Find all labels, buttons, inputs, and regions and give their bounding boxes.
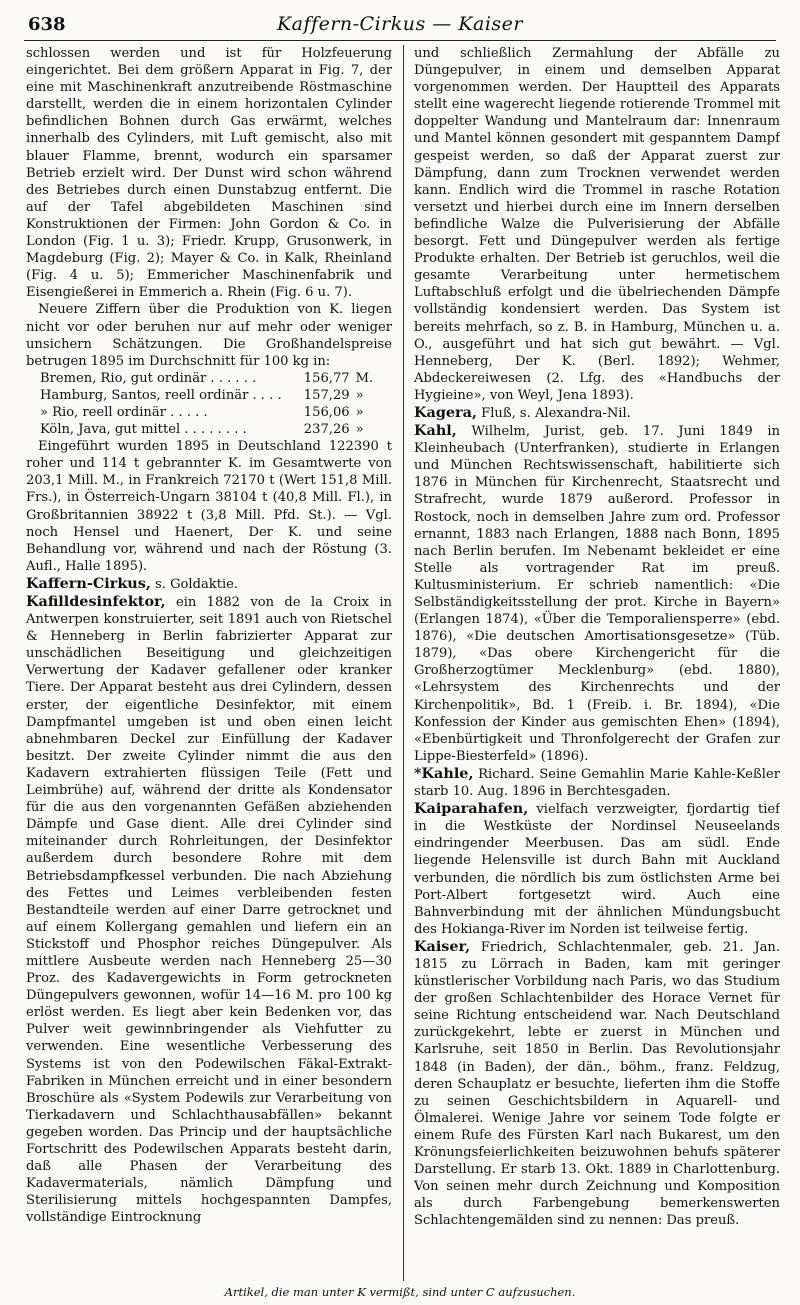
price-label: Hamburg, Santos, reell ordinär . . . .	[40, 387, 282, 403]
price-unit: »	[355, 404, 364, 420]
paragraph: Eingeführt wurden 1895 in Deutschland 122390 t roher und 114 t gebrannter K. im Gesamtwerte von 203,1 Mill. M., in Frankreich 72170 t (Wert 151,8 Mill. Frs.), in Österreich-Ungarn 38104 t (40,8 Mill. Fl.), in Großbritannien 38922 t (3,8 Mill. Pfd. St.). — Vgl. noch Hensel und Haenert, Der K. und seine Behandlung vor, während und nach der Röstung (3. Aufl., Halle 1895).	[26, 439, 392, 574]
price-label: Bremen, Rio, gut ordinär . . . . . .	[40, 370, 257, 386]
entry-text: Wilhelm, Jurist, geb. 17. Juni 1849 in Kleinheubach (Unterfranken), studierte in Erlangen und München Rechtswissenschaft, habilitierte sich 1876 in München für Kirchenrecht, Staatsrecht und Strafrecht, wurde 1879 außerord. Professor in Rostock, noch in demselben Jahre zum ord. Professor ernannt, 1883 nach Erlangen, 1888 nach Bonn, 1895 nach Berlin berufen. Im Nebenamt bekleidet er eine Stelle als vortragender Rat im preuß. Kultusministerium. Er schrieb namentlich: «Die Selbständigkeitsstellung der prot. Kirche in Bayern» (Erlangen 1874), «Über die Temporaliensperre» (ebd. 1876), «Die deutschen Amortisationsgesetze» (Tüb. 1879), «Das obere Kirchengericht für die Großherzogtümer Mecklenburg» (ebd. 1880), «Lehrsystem des Kirchenrechts und der Kirchenpolitik», Bd. 1 (Freib. i. Br. 1894), «Die Konfession der Kinder aus gemischten Ehen» (1894), «Ebenbürtigkeit und Thronfolgerecht der Grafen zur Lippe-Biesterfeld» (1896).	[414, 424, 780, 764]
entry-kahle	[414, 765, 780, 800]
entry-kaiparahafen	[414, 800, 780, 938]
paragraph: schlossen werden und ist für Holzfeuerung eingerichtet. Bei dem größern Apparat in Fig. 7, der eine mit Maschinenkraft anzutreibende Röstmaschine darstellt, werden die in einem horizontalen Cylinder befindlichen Bohnen durch Gas erwärmt, welches innerhalb des Cylinders, mit Luft gemischt, also mit blauer Flamme, brennt, wodurch ein sparsamer Betrieb erzielt wird. Der Dunst wird schon während des Betriebes durch einen Dunstabzug entfernt. Die auf der Tafel abgebildeten Maschinen sind Konstruktionen der Firmen: John Gordon & Co. in London (Fig. 1 u. 3); Friedr. Krupp, Grusonwerk, in Magdeburg (Fig. 2); Mayer & Co. in Kalk, Rheinland (Fig. 4 u. 5); Emmericher Maschinenfabrik und Eisengießerei in Emmerich a. Rhein (Fig. 6 u. 7).	[26, 46, 392, 301]
entry-text: Friedrich, Schlachtenmaler, geb. 21. Jan. 1815 zu Lörrach in Baden, kam mit geringer künstlerischer Vorbildung nach Paris, wo das Studium der großen Schlachtenbilder des Horace Vernet für seine Richtung entscheidend war. Nach Deutschland zurückgekehrt, lebte er zuerst in München und Karlsruhe, seit 1850 in Berlin. Das Revolutionsjahr 1848 (in Baden), der dän., böhm., franz. Feldzug, deren Schauplatz er besuchte, lieferten ihm die Stoffe zu seinen Geschichtsbildern in Aquarell- und Ölmalerei. Wenige Jahre vor seinem Tode folgte er einem Rufe des Fürsten Karl nach Bukarest, um den Krönungsfeierlichkeiten beizuwohnen behufs späterer Darstellung. Er starb 13. Okt. 1889 in Charlottenburg. Von seinen mehr durch Zeichnung und Komposition als durch Farbengebung bemerkenswerten Schlachtengemälden sind zu nennen: Das preuß.	[414, 939, 780, 1229]
entry-text: vielfach verzweigter, fjordartig tief in die Westküste der Nordinsel Neuseelands eindringender Meerbusen. Das am südl. Ende liegende Helensville ist durch Bahn mit Auckland verbunden, die nördlich bis zum östlichsten Arme bei Port-Albert fortgesetzt wird. Auch eine Bahnverbindung mit der ähnlichen Mündungsbucht des Hokianga-River im Norden ist teilweise fertig.	[414, 802, 780, 937]
headword: *Kahle,	[414, 764, 474, 782]
price-value: 237,26	[303, 422, 350, 438]
paragraph: Neuere Ziffern über die Produktion von K. liegen nicht vor oder beruhen nur auf mehr oder weniger unsichern Schätzungen. Die Großhandelspreise betrugen 1895 im Durchschnitt für 100 kg in:	[26, 302, 392, 369]
text-columns	[26, 45, 780, 1285]
headword: Kafilldesinfektor,	[26, 593, 166, 610]
price-value: 156,06	[303, 404, 350, 420]
left-column	[26, 45, 392, 1281]
entry-kafilldesinfektor	[26, 593, 392, 1226]
headword: Kaiparahafen,	[414, 800, 529, 818]
paragraph: und schließlich Zermahlung der Abfälle zu Düngepulver, in einem und demselben Apparat vorgenommen werden. Der Hauptteil des Apparats stellt eine wagerecht liegende rotierende Trommel mit doppelter Wandung und Mantelraum dar: Innenraum und Mantel können gesondert mit gespanntem Dampf gespeist werden, so daß der Apparat zuerst zur Dämpfung, dann zum Trocknen verwendet werden kann. Endlich wird die Trommel in rasche Rotation versetzt und hierbei durch eine im Innern derselben befindliche Walze die Pulverisierung der Abfälle besorgt. Fett und Düngepulver werden als fertige Produkte erhalten. Der Betrieb ist geruchlos, weil die gesamte Verarbeitung unter hermetischem Luftabschluß erfolgt und die übelriechenden Dämpfe vollständig kondensiert werden. Das System ist bereits mehrfach, so z. B. in Hamburg, München u. a. O., ausgeführt und hat sich gut bewährt. — Vgl. Henneberg, Der K. (Berl. 1892); Wehmer, Abdeckereiwesen (2. Lfg. des «Handbuchs der Hygieine», von Weyl, Jena 1893).	[414, 46, 780, 403]
headword: Kagera,	[414, 403, 477, 421]
price-unit: M.	[355, 370, 374, 386]
page-header	[24, 10, 776, 41]
price-unit: »	[355, 387, 364, 403]
entry-text: s. Goldaktie.	[150, 576, 239, 592]
entry-kahl	[414, 422, 780, 765]
entry-kaffern-cirkus	[26, 575, 392, 593]
price-row	[40, 370, 386, 387]
headword: Kaiser,	[414, 937, 471, 955]
entry-text: Richard. Seine Gemahlin Marie Kahle-Keßler starb 10. Aug. 1896 in Berchtesgaden.	[414, 766, 780, 800]
price-value: 156,77	[303, 370, 350, 386]
entry-text: Fluß, s. Alexandra-Nil.	[476, 405, 631, 421]
price-label: » Rio, reell ordinär . . . . .	[40, 404, 208, 420]
right-column	[414, 45, 780, 1281]
page-footer: Artikel, die man unter K vermißt, sind unter C aufzusuchen.	[224, 1285, 576, 1299]
entry-kagera	[414, 404, 780, 422]
price-value: 157,29	[303, 387, 350, 403]
entry-text: ein 1882 von de la Croix in Antwerpen konstruierter, seit 1891 auch von Rietschel & Henneberg in Berlin fabrizierter Apparat zur unschädlichen Beseitigung und gleichzeitigen Verwertung der Kadaver gefallener oder kranker Tiere. Der Apparat besteht aus drei Cylindern, dessen erster, der eigentliche Desinfektor, mit einem Dampfmantel umgeben ist und oben einen leicht abnehmbaren Deckel zur Einfüllung der Kadaver besitzt. Der zweite Cylinder nimmt die aus den Kadavern extrahierten flüssigen Teile (Fett und Leimbrühe) auf, während der dritte als Kondensator für die aus den vorgenannten Gefäßen abziehenden Dämpfe und Gase dient. Alle drei Cylinder sind miteinander durch Rohrleitungen, der Desinfektor außerdem durch besondere Rohre mit dem Betriebsdampfkessel verbunden. Die nach Abziehung des Fettes und Leimes verbleibenden festen Bestandteile werden auf einer Darre getrocknet und auf einem Kollergang gemahlen und liefern ein an Stickstoff und Phosphor reiches Düngepulver. Als mittlere Ausbeute werden nach Henneberg 25—30 Proz. des Kadavergewichts in Form getrockneten Düngepulvers gewonnen, wofür 14—16 M. pro 100 kg erlöst werden. Es liegt aber kein Bedenken vor, das Pulver weit gewinnbringender als Viehfutter zu verwenden. Eine wesentliche Verbesserung des Systems ist von den Podewilschen Fäkal-Extrakt-Fabriken in München erreicht und in einer besondern Broschüre als «System Podewils zur Verarbeitung von Tierkadavern und Schlachthausabfällen» bekannt gegeben worden. Das Princip und der hauptsächliche Fortschritt des Podewilschen Apparats besteht darin, daß alle Phasen der Verarbeitung des Kadavermaterials, nämlich Dämpfung und Sterilisierung mittels hochgespannten Dampfes, vollständige Eintrocknung	[26, 595, 392, 1226]
price-label: Köln, Java, gut mittel . . . . . . . .	[40, 422, 247, 438]
column-divider	[403, 45, 404, 1281]
running-head: Kaffern-Cirkus — Kaiser	[276, 13, 524, 35]
headword: Kahl,	[414, 422, 457, 440]
price-unit: »	[355, 422, 364, 438]
price-row	[40, 404, 386, 421]
price-row	[40, 421, 386, 438]
price-table	[40, 370, 386, 438]
page-number: 638	[28, 14, 66, 35]
entry-kaiser	[414, 938, 780, 1230]
price-row	[40, 387, 386, 404]
headword: Kaffern-Cirkus,	[26, 574, 151, 592]
